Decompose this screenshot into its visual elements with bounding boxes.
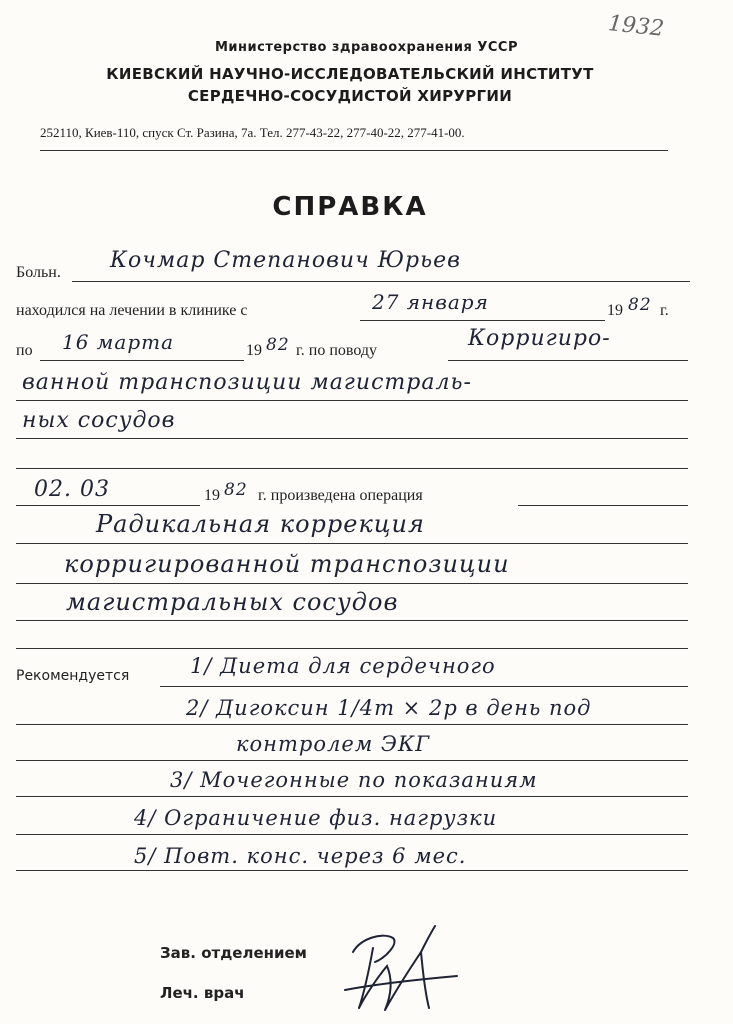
reason-line-4 [16, 468, 688, 469]
archive-number: 1932 [606, 11, 666, 42]
recommendation-line-5 [16, 834, 688, 835]
stay-start-year-prefix: 19 [607, 302, 623, 319]
recommendation-line-4 [16, 796, 688, 797]
institute-name-line2: СЕРДЕЧНО-СОСУДИСТОЙ ХИРУРГИИ [187, 87, 513, 105]
recommendation-item-5: 5/ Повт. конс. через 6 мес. [134, 844, 467, 868]
operation-desc-line2: корригированной транспозиции [64, 550, 510, 578]
operation-desc-line3: магистральных сосудов [66, 588, 399, 616]
reason-line-3 [16, 438, 688, 439]
operation-text: г. произведена операция [258, 487, 423, 504]
operation-line-3 [16, 620, 688, 621]
stay-reason-line1: Корригиро- [468, 326, 611, 351]
document-title: СПРАВКА [272, 192, 428, 222]
stay-reason-text: г. по поводу [296, 342, 378, 359]
recommendation-item-3: 3/ Мочегонные по показаниям [170, 768, 538, 792]
operation-text-line [518, 505, 688, 506]
stay-end-year-prefix: 19 [246, 342, 262, 359]
recommendation-line-3 [16, 760, 688, 761]
head-of-department-label: Зав. отделением [160, 944, 307, 962]
recommendation-item-4: 4/ Ограничение физ. нагрузки [134, 806, 498, 830]
handwritten-signature [325, 918, 465, 1014]
stay-start-year-unit: г. [660, 302, 669, 319]
stay-reason-line3: ных сосудов [22, 408, 176, 433]
patient-label: Больн. [16, 264, 61, 281]
stay-to-text: по [16, 342, 33, 359]
recommendation-item-1: 1/ Диета для сердечного [190, 654, 496, 678]
stay-text: находился на лечении в клинике с [16, 302, 248, 319]
recommendation-line-6 [16, 870, 688, 871]
header-divider [40, 150, 668, 151]
ministry-name: Министерство здравоохранения УССР [214, 40, 518, 55]
stay-end-date: 16 марта [62, 330, 175, 354]
stay-end-line [40, 360, 244, 361]
stay-start-date: 27 января [372, 290, 489, 314]
operation-line-2 [16, 583, 688, 584]
recommendation-item-2: 2/ Дигоксин 1/4т × 2р в день под [186, 696, 592, 720]
recommendation-item-2-cont: контролем ЭКГ [236, 732, 431, 756]
operation-desc-line1: Радикальная коррекция [96, 510, 425, 538]
patient-line [72, 281, 690, 282]
stay-start-year-suffix: 82 [628, 295, 652, 315]
recommendations-label: Рекомендуется [16, 668, 130, 684]
operation-year-prefix: 19 [204, 487, 220, 504]
operation-date-line [16, 505, 200, 506]
attending-doctor-label: Леч. врач [160, 984, 245, 1002]
reason-line-1 [448, 360, 688, 361]
operation-line-4 [16, 648, 688, 649]
operation-year-suffix: 82 [224, 480, 248, 500]
stay-start-line [360, 320, 605, 321]
recommendation-line-2 [16, 724, 688, 725]
stay-reason-line2: ванной транспозиции магистраль- [22, 370, 472, 395]
operation-line-1 [16, 543, 688, 544]
institute-address: 252110, Киев-110, спуск Ст. Разина, 7а. Тел. 277-43-22, 277-40-22, 277-41-00. [40, 125, 465, 140]
recommendation-line-1 [160, 686, 688, 687]
institute-name-line1: КИЕВСКИЙ НАУЧНО-ИССЛЕДОВАТЕЛЬСКИЙ ИНСТИТУТ [106, 65, 594, 83]
operation-date: 02. 03 [34, 477, 110, 502]
patient-name: Кочмар Степанович Юрьев [110, 248, 461, 273]
stay-end-year-suffix: 82 [266, 335, 290, 355]
reason-line-2 [16, 400, 688, 401]
